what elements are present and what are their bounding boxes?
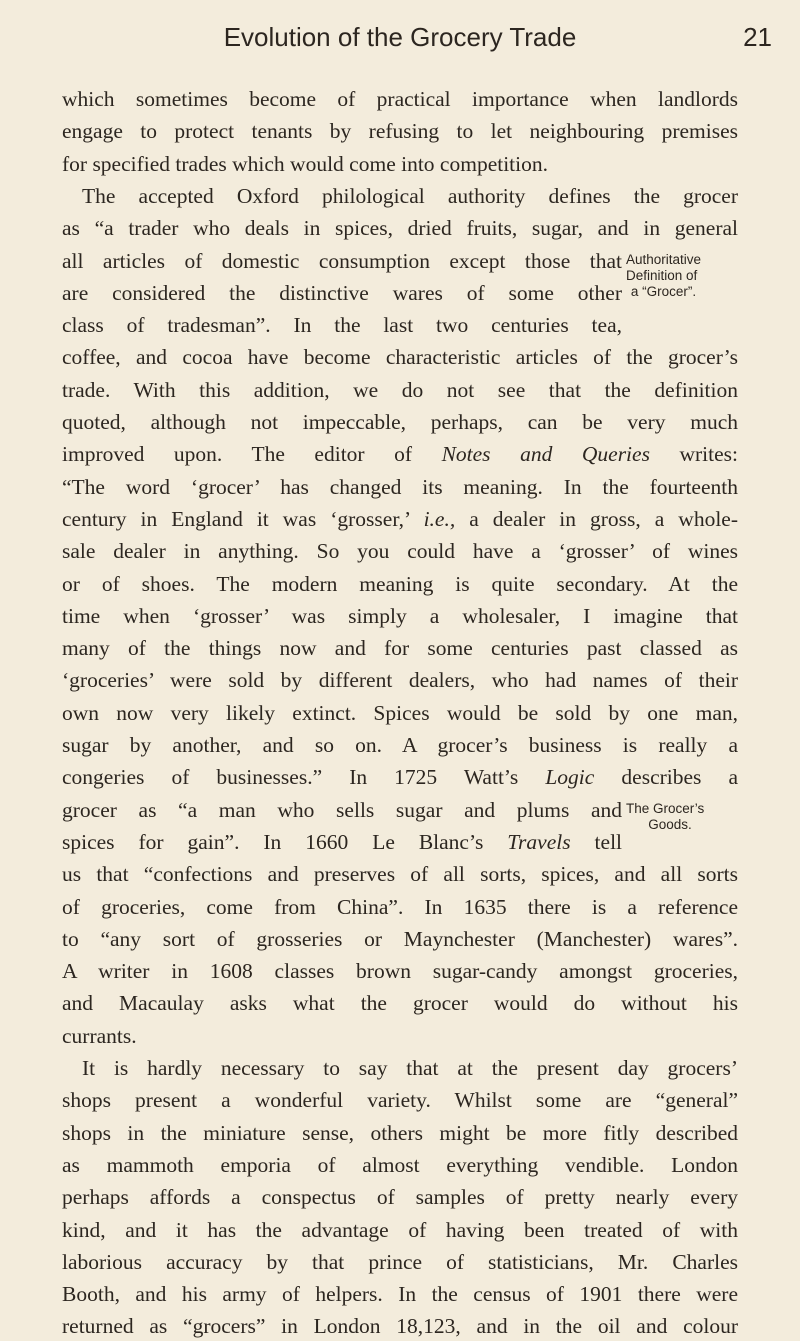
text-run: writes:: [679, 442, 739, 467]
text-line: own now very likely extinct. Spices would be sold by one man,: [62, 700, 738, 725]
margin-note-line: Definition of: [626, 267, 698, 283]
text-line: [62, 762, 738, 792]
text-line: class of tradesman”. In the last two centuries tea,: [62, 313, 622, 338]
text-line: us that “confections and preserves of all sorts, spices, and all sorts: [62, 862, 738, 887]
page-number: 21: [743, 22, 772, 52]
text-run: improved upon. The editor of: [62, 442, 413, 467]
text-line: shops in the miniature sense, others might be more fitly described: [62, 1120, 738, 1145]
text-line: as mammoth emporia of almost everything vendible. London: [62, 1152, 738, 1177]
page-title: Evolution of the Grocery Trade: [223, 22, 577, 52]
margin-note-line: Authoritative: [626, 251, 702, 267]
text-line: sale dealer in anything. So you could have a ‘grosser’ of wines: [62, 539, 738, 564]
text-line: currants.: [62, 1023, 137, 1048]
margin-note-goods: [626, 801, 714, 833]
text-run: tell: [594, 829, 623, 854]
text-run: century in England it was ‘grosser,’: [62, 506, 410, 531]
margin-note-line: The Grocer’s: [626, 801, 705, 817]
text-line: trade. With this addition, we do not see that the definition: [62, 377, 738, 402]
margin-note-line: Goods.: [648, 817, 692, 833]
margin-note-line: a “Grocer”.: [630, 283, 697, 299]
text-line: many of the things now and for some centuries past classed as: [62, 636, 738, 661]
text-run: a dealer in gross, a whole-: [469, 506, 739, 531]
text-line: of groceries, come from China”. In 1635 there is a reference: [62, 894, 738, 919]
text-line: perhaps affords a conspectus of samples of pretty nearly every: [62, 1185, 738, 1210]
text-line: to “any sort of grosseries or Maynchester (Manchester) wares”.: [62, 926, 738, 951]
text-line: are considered the distinctive wares of some other: [62, 280, 622, 305]
text-line: or of shoes. The modern meaning is quite secondary. At the: [62, 571, 738, 596]
text-line: A writer in 1608 classes brown sugar-candy amongst groceries,: [62, 959, 738, 984]
text-line: which sometimes become of practical importance when landlords: [62, 87, 738, 111]
text-line: The accepted Oxford philological authority defines the grocer: [82, 183, 738, 208]
text-line: as “a trader who deals in spices, dried fruits, sugar, and in general: [62, 216, 738, 241]
text-line: [62, 827, 622, 857]
text-line: all articles of domestic consumption except those that: [62, 248, 622, 273]
text-run: spices for gain”. In 1660 Le Blanc’s: [62, 829, 484, 854]
text-line: laborious accuracy by that prince of statisticians, Mr. Charles: [62, 1249, 738, 1274]
text-line: and Macaulay asks what the grocer would do without his: [62, 991, 738, 1016]
italic-title-notes-and-queries: Notes and Queries: [441, 442, 650, 467]
running-head: [0, 22, 800, 62]
text-line: grocer as “a man who sells sugar and plums and: [62, 797, 622, 822]
italic-title-travels: Travels: [507, 829, 571, 854]
text-run: congeries of businesses.” In 1725 Watt’s: [62, 765, 519, 790]
text-line: coffee, and cocoa have become characteristic articles of the grocer’s: [62, 345, 738, 370]
text-line: kind, and it has the advantage of having been treated of with: [62, 1217, 738, 1242]
text-line: time when ‘grosser’ was simply a wholesaler, I imagine that: [62, 603, 738, 628]
text-line: Booth, and his army of helpers. In the census of 1901 there were: [62, 1282, 738, 1307]
text-line-overflow: returned as “grocers” in London 18,123, and in the oil and colour: [62, 1314, 738, 1339]
text-run: describes a: [621, 765, 739, 790]
italic-title-logic: Logic: [545, 765, 595, 790]
margin-note-definition: [626, 252, 701, 300]
text-line: [62, 439, 738, 469]
text-line: ‘groceries’ were sold by different dealers, who had names of their: [62, 668, 738, 693]
text-line: sugar by another, and so on. A grocer’s business is really a: [62, 733, 738, 757]
text-line: quoted, although not impeccable, perhaps, can be very much: [62, 410, 738, 434]
text-line: engage to protect tenants by refusing to let neighbouring premises: [62, 119, 738, 144]
text-line: “The word ‘grocer’ has changed its meaning. In the fourteenth: [62, 474, 738, 499]
text-line: shops present a wonderful variety. Whilst some are “general”: [62, 1088, 738, 1113]
italic-ie: i.e.,: [423, 506, 456, 531]
text-line: It is hardly necessary to say that at the present day grocers’: [82, 1056, 738, 1080]
text-line: [62, 504, 738, 534]
text-line: for specified trades which would come into competition.: [62, 151, 549, 176]
